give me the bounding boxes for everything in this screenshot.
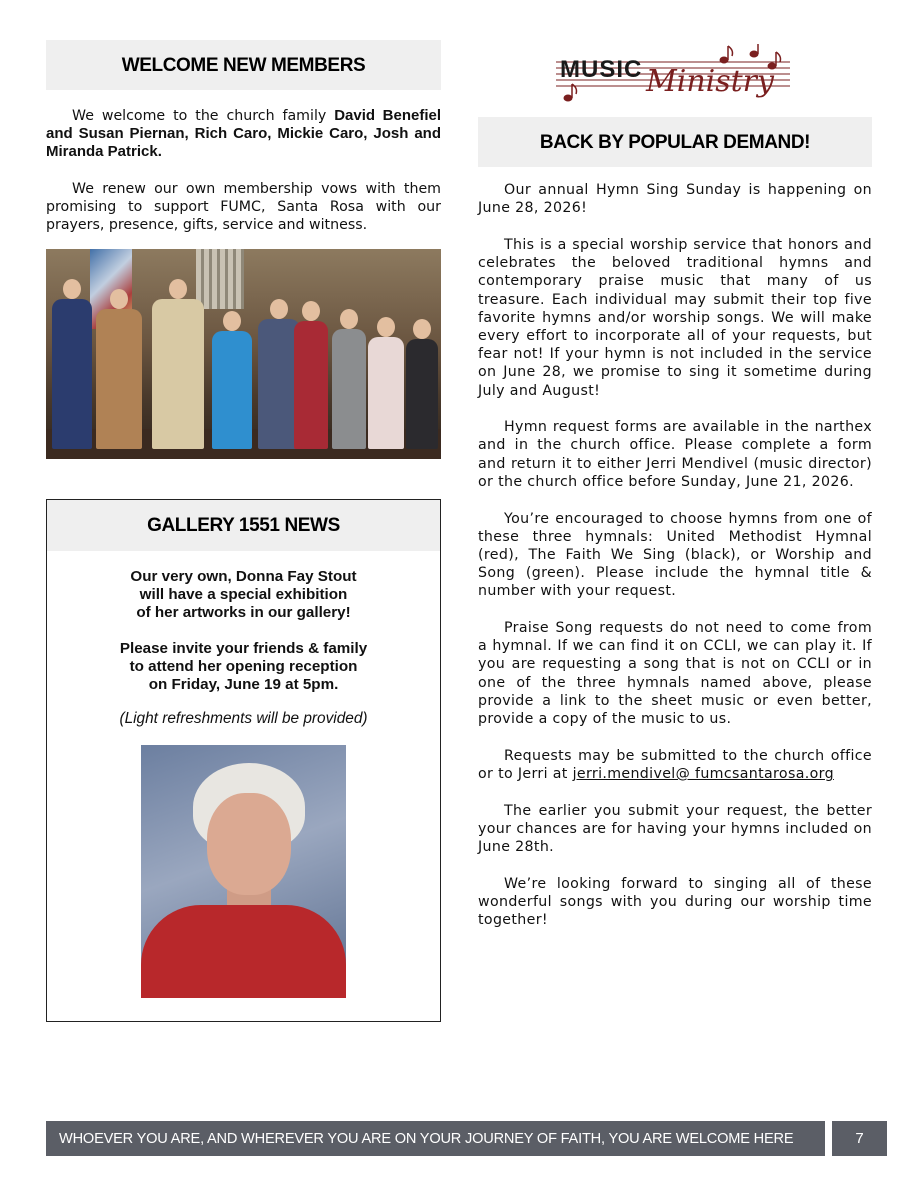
left-column bbox=[46, 40, 441, 1022]
music-ministry-logo bbox=[554, 44, 794, 110]
logo-word-ministry: Ministry bbox=[646, 64, 774, 99]
membership-vows-paragraph: We renew our own membership vows with them promising to support FUMC, Santa Rosa with our prayers, presence, gifts, service and witness. bbox=[46, 180, 441, 234]
person-figure bbox=[96, 309, 142, 449]
person-figure bbox=[212, 331, 252, 449]
person-figure bbox=[368, 337, 404, 449]
gallery-heading: GALLERY 1551 NEWS bbox=[47, 500, 440, 551]
gallery-line: of her artworks in our gallery! bbox=[136, 604, 351, 622]
article-paragraph: This is a special worship service that honors and celebrates the beloved traditional hymns and contemporary praise music that many of us treasure. Each individual may submit their top five favorite hymns and/or worship songs. We will make every effort to incorporate all of your requests, but fear not! If your hymn is not included in the service on June 28, we promise to sing it sometime during July and August! bbox=[478, 236, 872, 399]
gallery-line: will have a special exhibition bbox=[139, 586, 348, 604]
logo-word-music: MUSIC bbox=[560, 56, 643, 83]
welcome-intro-paragraph bbox=[46, 107, 441, 162]
right-column bbox=[478, 44, 872, 948]
article-paragraph: The earlier you submit your request, the better your chances are for having your hymns included on June 28th. bbox=[478, 802, 872, 856]
new-member-names: David Benefiel and Susan Piernan, Rich Caro, Mickie Caro, Josh and Miranda Patrick. bbox=[46, 107, 442, 161]
gallery-line: to attend her opening reception bbox=[129, 658, 358, 676]
organ-pipes bbox=[196, 249, 244, 309]
person-figure bbox=[52, 299, 92, 449]
portrait-face bbox=[207, 793, 291, 895]
hymn-sing-heading: BACK BY POPULAR DEMAND! bbox=[478, 117, 872, 167]
article-paragraph: Praise Song requests do not need to come from a hymnal. If we can find it on CCLI, we can play it. If you are requesting a song that is not on CCLI or in one of the three hymnals named above, please provide a link to the sheet music or even better, provide a copy of the music to us. bbox=[478, 620, 872, 728]
gallery-line: Our very own, Donna Fay Stout bbox=[130, 568, 357, 586]
welcome-intro-text: We welcome to the church family bbox=[72, 108, 335, 124]
article-paragraph: You’re encouraged to choose hymns from one of these three hymnals: United Methodist Hymnal (red), The Faith We Sing (black), or Worship and Song (green). Please include the hymnal title & number with your request. bbox=[478, 510, 872, 600]
gallery-line: Please invite your friends & family bbox=[119, 640, 368, 658]
new-members-photo bbox=[46, 249, 441, 459]
person-figure bbox=[406, 339, 438, 449]
refreshments-note: (Light refreshments will be provided) bbox=[119, 710, 368, 728]
email-link[interactable]: jerri.mendivel@ fumcsantarosa.org bbox=[572, 765, 834, 782]
footer-motto: WHOEVER YOU ARE, AND WHEREVER YOU ARE ON YOUR JOURNEY OF FAITH, YOU ARE WELCOME HERE bbox=[46, 1121, 825, 1156]
article-paragraph: Our annual Hymn Sing Sunday is happening on June 28, 2026! bbox=[478, 182, 872, 217]
article-paragraph: Hymn request forms are available in the narthex and in the church office. Please complete a form and return it to either Jerri Mendivel (music director) or the church office before Sunday, June 21, 2026. bbox=[478, 419, 872, 490]
gallery-news-box bbox=[46, 499, 441, 1022]
welcome-heading: WELCOME NEW MEMBERS bbox=[46, 40, 441, 90]
artist-portrait bbox=[141, 745, 346, 998]
person-figure bbox=[294, 321, 328, 449]
reception-invitation bbox=[47, 640, 440, 694]
page-number: 7 bbox=[832, 1121, 887, 1156]
hymn-sing-article bbox=[478, 181, 872, 929]
person-figure bbox=[332, 329, 366, 449]
article-paragraph-requests bbox=[478, 747, 872, 783]
portrait-shirt bbox=[141, 905, 346, 998]
article-paragraph: We’re looking forward to singing all of these wonderful songs with you during our worship time together! bbox=[478, 875, 872, 929]
person-figure bbox=[152, 299, 204, 449]
gallery-line: on Friday, June 19 at 5pm. bbox=[148, 676, 339, 694]
exhibition-announcement bbox=[47, 568, 440, 622]
requests-text: Requests may be submitted to the church office or to Jerri at bbox=[478, 747, 872, 782]
